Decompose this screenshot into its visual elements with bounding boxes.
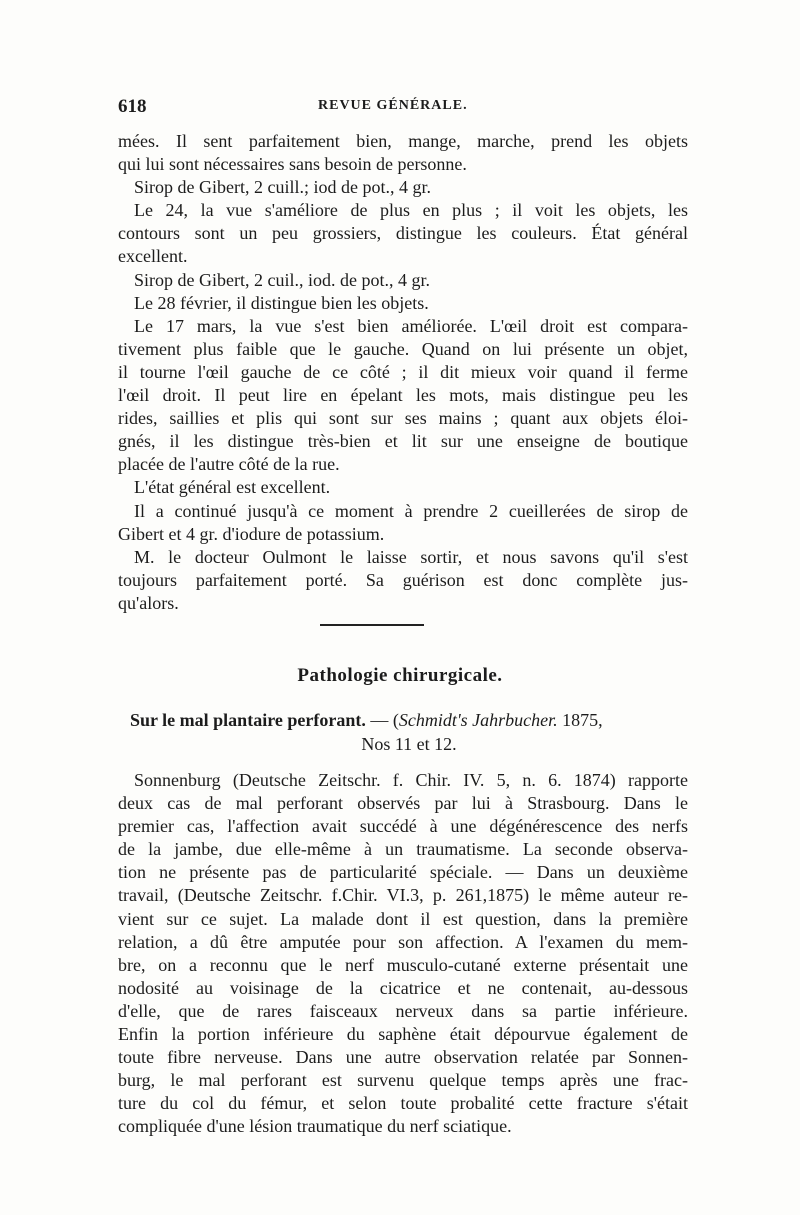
article-title-dash: — ( <box>365 710 399 730</box>
text-line: de la jambe, due elle-même à un traumatisme. La seconde observa- <box>118 839 688 860</box>
page-number: 618 <box>118 96 147 117</box>
article-issue: Nos 11 et 12. <box>361 734 457 754</box>
text-line: vient sur ce sujet. La malade dont il est question, dans la première <box>118 908 688 929</box>
text-line: d'elle, que de rares faisceaux nerveux dans sa partie inférieure. <box>118 1000 688 1021</box>
text-line: toute fibre nerveuse. Dans une autre observation relatée par Sonnen- <box>118 1047 688 1068</box>
text-line: M. le docteur Oulmont le laisse sortir, et nous savons qu'il s'est <box>134 546 688 567</box>
text-line: excellent. <box>118 246 188 267</box>
case-report-text <box>118 130 688 615</box>
text-line: Il a continué jusqu'à ce moment à prendre 2 cueillerées de sirop de <box>134 500 688 521</box>
text-line: placée de l'autre côté de la rue. <box>118 454 340 475</box>
text-line: Sirop de Gibert, 2 cuill.; iod de pot., 4 gr. <box>134 177 431 198</box>
article-text <box>118 769 688 1139</box>
text-line: Le 17 mars, la vue s'est bien améliorée. L'œil droit est compara- <box>134 315 688 336</box>
text-line: Sirop de Gibert, 2 cuil., iod. de pot., 4 gr. <box>134 269 430 290</box>
text-line: qu'alors. <box>118 592 179 613</box>
text-line: burg, le mal perforant est survenu quelque temps après une frac- <box>118 1070 688 1091</box>
text-line: qui lui sont nécessaires sans besoin de personne. <box>118 154 467 175</box>
text-line: L'état général est excellent. <box>134 477 331 498</box>
text-line: Enfin la portion inférieure du saphène était dépourvue également de <box>118 1024 688 1045</box>
text-line: Le 24, la vue s'améliore de plus en plus ; il voit les objets, les <box>134 200 688 221</box>
article-source: Schmidt's Jahrbucher. <box>398 710 558 730</box>
text-line: premier cas, l'affection avait succédé à une dégénérescence des nerfs <box>118 816 688 837</box>
text-line: mées. Il sent parfaitement bien, mange, marche, prend les objets <box>118 131 688 151</box>
article-title-line <box>130 708 688 732</box>
text-line: relation, a dû être amputée pour son affection. A l'examen du mem- <box>118 931 688 952</box>
text-line: travail, (Deutsche Zeitschr. f.Chir. VI.3, p. 261,1875) le même auteur re- <box>118 885 688 906</box>
section-divider <box>320 624 424 626</box>
text-line: tivement plus faible que le gauche. Quand on lui présente un objet, <box>118 338 688 359</box>
text-line: toujours parfaitement porté. Sa guérison est donc complète jus- <box>118 569 688 590</box>
text-line: deux cas de mal perforant observés par lui à Strasbourg. Dans le <box>118 793 688 814</box>
text-line: l'œil droit. Il peut lire en épelant les mots, mais distingue peu les <box>118 385 688 406</box>
text-line: Sonnenburg (Deutsche Zeitschr. f. Chir. IV. 5, n. 6. 1874) rapporte <box>134 770 688 790</box>
text-line: compliquée d'une lésion traumatique du nerf sciatique. <box>118 1116 512 1137</box>
running-head <box>118 96 688 120</box>
article-year: 1875, <box>557 710 603 730</box>
text-line: gnés, il les distingue très-bien et lit sur une enseigne de boutique <box>118 431 688 452</box>
text-line: il tourne l'œil gauche de ce côté ; il dit mieux voir quand il ferme <box>118 361 688 382</box>
section-title: Pathologie chirurgicale. <box>297 665 503 686</box>
text-line: contours sont un peu grossiers, distingue les couleurs. État général <box>118 223 688 244</box>
text-line: bre, on a reconnu que le nerf musculo-cutané externe présentait une <box>118 954 688 975</box>
text-line: Gibert et 4 gr. d'iodure de potassium. <box>118 523 385 544</box>
text-line: nodosité au voisinage de la cicatrice et ne contenait, au-dessous <box>118 977 688 998</box>
text-line: Le 28 février, il distingue bien les objets. <box>134 292 429 313</box>
running-title: REVUE GÉNÉRALE. <box>318 98 468 113</box>
article-title: Sur le mal plantaire perforant. <box>130 710 366 730</box>
text-line: tion ne présente pas de particularité spéciale. — Dans un deuxième <box>118 862 688 883</box>
article-heading <box>130 708 688 756</box>
text-line: ture du col du fémur, et selon toute probalité cette fracture s'était <box>118 1093 688 1114</box>
text-line: rides, saillies et plis qui sont sur ses mains ; quant aux objets éloi- <box>118 408 688 429</box>
